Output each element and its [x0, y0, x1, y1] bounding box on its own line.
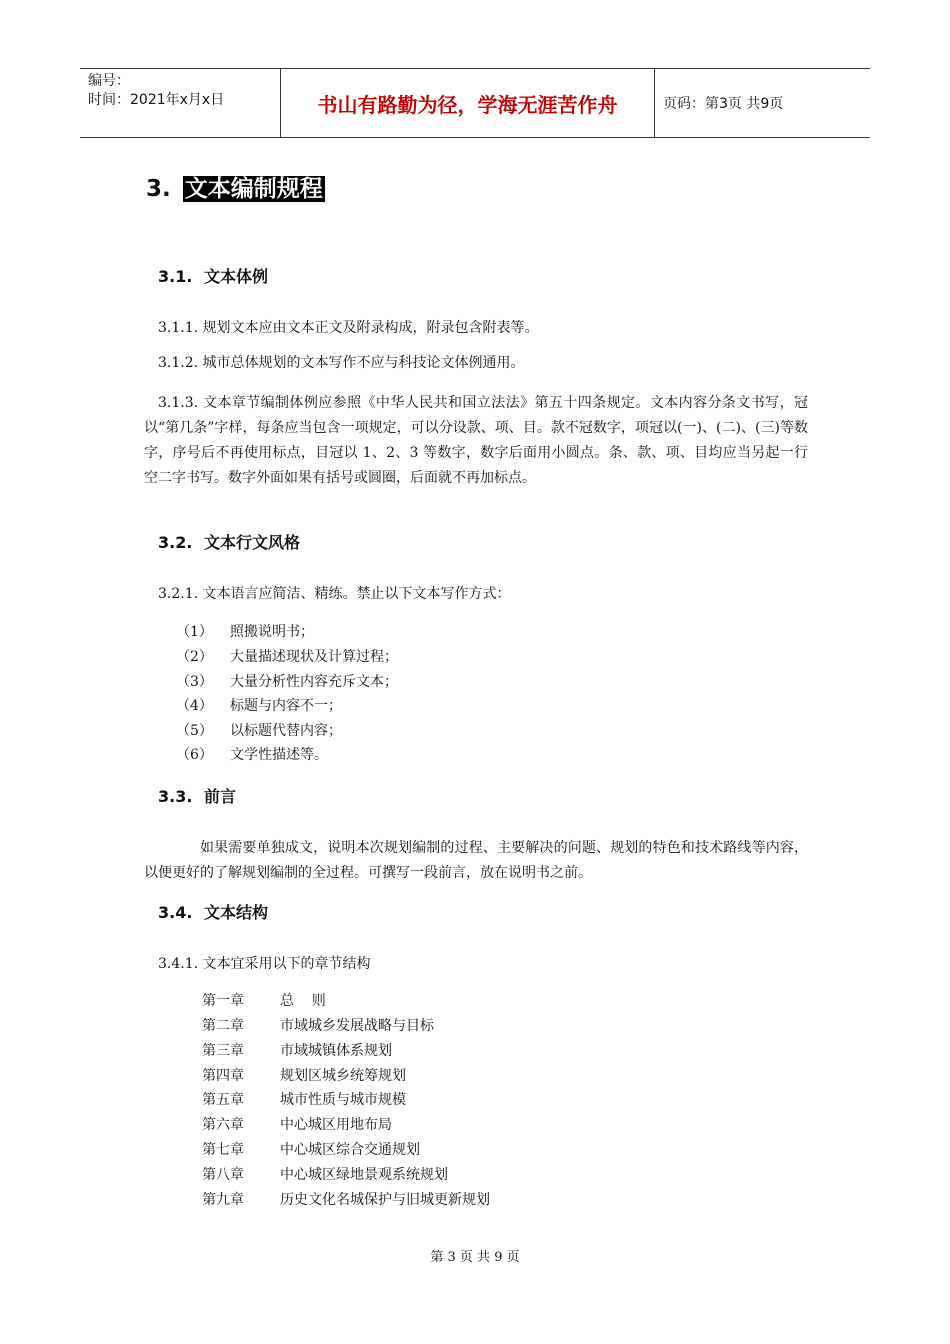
- chapter-item: 第二章 市域城乡发展战略与目标: [202, 1018, 434, 1034]
- chapter-item: 第四章 规划区城乡统筹规划: [202, 1068, 406, 1084]
- header-number: 编号：: [88, 73, 130, 89]
- chapter-item: 第九章 历史文化名城保护与旧城更新规划: [202, 1192, 490, 1208]
- list-item: （1） 照搬说明书；: [176, 624, 314, 640]
- subsection-title: 文本体例: [204, 267, 269, 286]
- list-item: （6） 文学性描述等。: [176, 747, 328, 763]
- page-header: [80, 68, 870, 138]
- subsection-number: 3.2.: [158, 533, 193, 552]
- chapter-item: 第五章 城市性质与城市规模: [202, 1092, 406, 1108]
- header-page: 页码：第3页 共9页: [663, 96, 784, 112]
- chapter-item: 第一章 总 则: [202, 993, 326, 1009]
- list-item: （4） 标题与内容不一；: [176, 698, 342, 714]
- paragraph-3-1-2: 3.1.2. 城市总体规划的文本写作不应与科技论文体例通用。: [158, 355, 525, 371]
- paragraph-3-2-1: 3.2.1. 文本语言应简洁、精练。禁止以下文本写作方式：: [158, 586, 511, 602]
- chapter-item: 第六章 中心城区用地布局: [202, 1117, 392, 1133]
- subsection-title: 前言: [204, 787, 237, 806]
- list-item: （2） 大量描述现状及计算过程；: [176, 649, 398, 665]
- subsection-title: 文本结构: [204, 903, 269, 922]
- chapter-item: 第七章 中心城区综合交通规划: [202, 1142, 420, 1158]
- subsection-number: 3.1.: [158, 267, 193, 286]
- subsection-number: 3.4.: [158, 903, 193, 922]
- header-motto: 书山有路勤为径，学海无涯苦作舟: [281, 69, 655, 137]
- section-heading: [146, 170, 325, 203]
- section-number: 3.: [146, 176, 171, 202]
- subsection-number: 3.3.: [158, 787, 193, 806]
- header-meta: [80, 69, 281, 137]
- subsection-heading-3-1: [158, 264, 268, 287]
- subsection-heading-3-3: [158, 784, 236, 807]
- paragraph-preface: 如果需要单独成文，说明本次规划编制的过程、主要解决的问题、规划的特色和技术路线等内容，以便更好的了解规划编制的全过程。可撰写一段前言，放在说明书之前。: [144, 840, 808, 881]
- paragraph-3-1-3: 3.1.3. 文本章节编制体例应参照《中华人民共和国立法法》第五十四条规定。文本内容分条文书写，冠以“第几条”字样，每条应当包含一项规定，可以分设款、项、目。款不冠数字，项冠以(一)、(二)、(三)等数字，序号后不再使用标点，目冠以 1、2、3 等数字，数字后面用小圆点。条、款、项、目均应当另起一行空二字书写。数字外面如果有括号或圆圈，后面就不再加标点。: [144, 395, 808, 486]
- chapter-item: 第八章 中心城区绿地景观系统规划: [202, 1167, 448, 1183]
- list-item: （5） 以标题代替内容；: [176, 723, 342, 739]
- subsection-heading-3-4: [158, 900, 268, 923]
- paragraph-3-1-1: 3.1.1. 规划文本应由文本正文及附录构成，附录包含附表等。: [158, 320, 539, 336]
- subsection-heading-3-2: [158, 530, 300, 553]
- section-title: 文本编制规程: [184, 176, 323, 202]
- chapter-item: 第三章 市域城镇体系规划: [202, 1043, 392, 1059]
- paragraph-3-4-1: 3.4.1. 文本宜采用以下的章节结构: [158, 956, 371, 972]
- page-footer: 第 3 页 共 9 页: [430, 1250, 520, 1265]
- subsection-title: 文本行文风格: [204, 533, 301, 552]
- list-item: （3） 大量分析性内容充斥文本；: [176, 674, 398, 690]
- header-time: 时间：2021年x月x日: [88, 92, 225, 108]
